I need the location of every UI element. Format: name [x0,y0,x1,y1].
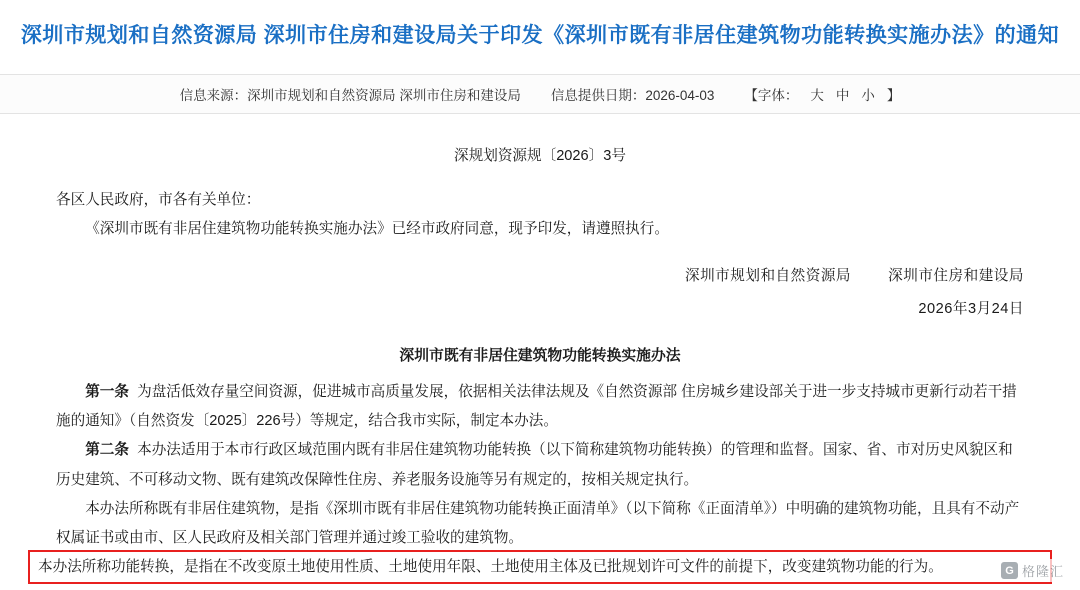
font-size-control [744,84,900,104]
font-size-close-bracket: 】 [886,88,901,104]
intro-paragraph: 《深圳市既有非居住建筑物功能转换实施办法》已经市政府同意，现予印发，请遵照执行。 [85,220,669,237]
date-info [551,84,715,104]
font-size-label: 【字体： [744,88,799,104]
date-value: 2026-04-03 [645,88,715,104]
article-2 [56,436,1024,494]
signature-date: 2026年3月24日 [918,301,1024,318]
font-size-large-button[interactable]: 大 [810,88,824,104]
article-1-label: 第一条 [85,384,129,400]
document-page [0,14,1080,590]
source-info [180,84,521,104]
source-label: 信息来源： [179,88,248,104]
date-label: 信息提供日期： [550,88,646,104]
document-body [0,114,1080,553]
article-1-text: 为盘活低效存量空间资源，促进城市高质量发展，依据相关法律法规及《自然资源部 住房城乡建设部关于进一步支持城市更新行动若干措施的通知》（自然资发〔2025〕226号）等规定，结合我市实际，制定本办法。 [56,384,1017,430]
font-size-small-button[interactable]: 小 [861,88,875,104]
section-title: 深圳市既有非居住建筑物功能转换实施办法 [399,348,681,365]
source-value: 深圳市规划和自然资源局 深圳市住房和建设局 [247,88,521,104]
addressee: 各区人民政府，市各有关单位： [56,191,261,208]
article-2-paragraph-2: 本办法所称既有非居住建筑物，是指《深圳市既有非居住建筑物功能转换正面清单》（以下简称《正面清单》）中明确的建筑物功能，且具有不动产权属证书或由市、区人民政府及相关部门管理并通过竣工验收的建筑物。 [56,500,1020,546]
signature-block [56,262,1024,324]
document-number: 深规划资源规〔2026〕3号 [454,148,626,165]
font-size-medium-button[interactable]: 中 [835,88,850,104]
article-2-label: 第二条 [85,442,129,459]
signature-org-2: 深圳市住房和建设局 [888,268,1024,285]
page-title: 深圳市规划和自然资源局 深圳市住房和建设局关于印发《深圳市既有非居住建筑物功能转换实施办法》的通知 [20,24,1060,48]
signature-org-1: 深圳市规划和自然资源局 [684,268,852,285]
article-2-text: 本办法适用于本市行政区域范围内既有非居住建筑物功能转换（以下简称建筑物功能转换）的管理和监督。国家、省、市对历史风貌区和历史建筑、不可移动文物、既有建筑改保障性住房、养老服务设施等另有规定的，按相关规定执行。 [56,442,1013,488]
watermark [995,559,1070,582]
watermark-logo-icon: G [1001,562,1018,579]
article-1 [56,378,1024,436]
highlighted-paragraph: 本办法所称功能转换，是指在不改变原土地使用性质、土地使用年限、土地使用主体及已批规划许可文件的前提下，改变建筑物功能的行为。 [38,559,943,576]
watermark-text: 格隆汇 [1021,564,1064,580]
meta-bar [0,74,1080,114]
